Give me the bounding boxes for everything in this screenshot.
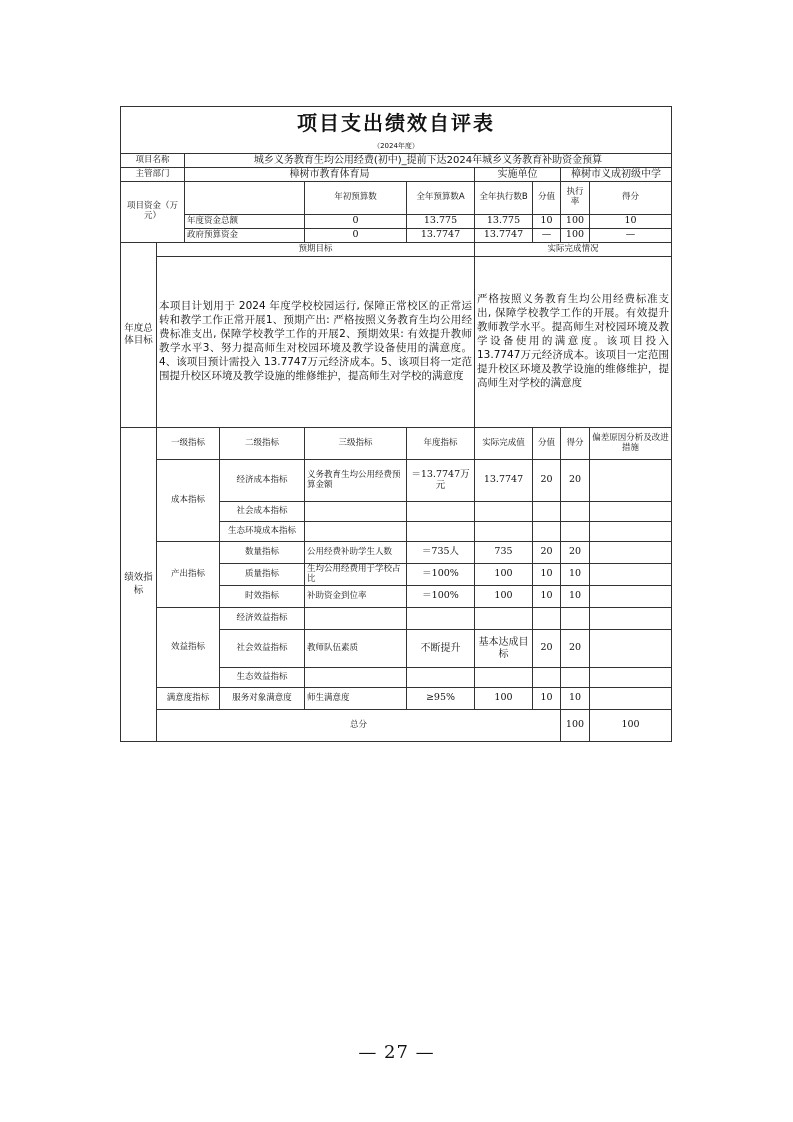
- page-title: 项目支出绩效自评表: [121, 107, 672, 140]
- project-name-value: 城乡义务教育生均公用经费(初中)_提前下达2024年城乡义务教育补助资金预算: [185, 154, 672, 168]
- deviation-cell: [590, 586, 672, 608]
- level2-cell: 数量指标: [220, 542, 305, 564]
- col-actual-value: 实际完成值: [475, 428, 533, 460]
- year-subtitle: （2024年度）: [121, 139, 672, 154]
- deviation-cell: [590, 630, 672, 668]
- target-cell: ＝100%: [407, 586, 475, 608]
- target-cell: ＝13.7747万元: [407, 460, 475, 502]
- total-score: 100: [590, 710, 672, 742]
- table-row: [121, 542, 672, 564]
- score-value-cell: 10: [533, 586, 561, 608]
- funds-score-value: 10: [533, 215, 561, 229]
- funds-col-annual-budget: 全年预算数A: [407, 182, 475, 215]
- page-number: — 27 —: [358, 1042, 435, 1063]
- unit-value: 樟树市义成初级中学: [561, 168, 672, 182]
- col-deviation: 偏差原因分析及改进措施: [590, 428, 672, 460]
- actual-completion-header: 实际完成情况: [475, 243, 672, 257]
- actual-cell: 735: [475, 542, 533, 564]
- annual-goals-label: 年度总体目标: [121, 243, 157, 428]
- score-cell: 20: [561, 542, 590, 564]
- funds-initial: 0: [305, 229, 407, 243]
- deviation-cell: [590, 542, 672, 564]
- dept-value: 樟树市教育体育局: [185, 168, 475, 182]
- col-level3: 三级指标: [305, 428, 407, 460]
- deviation-cell: [590, 460, 672, 502]
- total-row: [121, 710, 672, 742]
- funds-annual-exec: 13.775: [475, 215, 533, 229]
- col-annual-target: 年度指标: [407, 428, 475, 460]
- score-value-cell: 10: [533, 564, 561, 586]
- funds-score: 10: [590, 215, 672, 229]
- table-row: [121, 460, 672, 502]
- level2-cell: 社会成本指标: [220, 502, 305, 522]
- level2-cell: 时效指标: [220, 586, 305, 608]
- funds-row-total: [121, 215, 672, 229]
- score-cell: 10: [561, 564, 590, 586]
- dept-label: 主管部门: [121, 168, 185, 182]
- level2-cell: 经济成本指标: [220, 460, 305, 502]
- total-label: 总分: [157, 710, 561, 742]
- col-level2: 二级指标: [220, 428, 305, 460]
- score-value-cell: 20: [533, 542, 561, 564]
- funds-score: —: [590, 229, 672, 243]
- benefit-indicator-label: 效益指标: [157, 608, 220, 688]
- satisfaction-indicator-label: 满意度指标: [157, 688, 220, 710]
- funds-col-initial: 年初预算数: [305, 182, 407, 215]
- level2-cell: 生态环境成本指标: [220, 522, 305, 542]
- score-cell: 10: [561, 688, 590, 710]
- funds-annual-exec: 13.7747: [475, 229, 533, 243]
- level2-cell: 生态效益指标: [220, 668, 305, 688]
- performance-indicators-label: 绩效指标: [121, 428, 157, 742]
- level3-cell: 义务教育生均公用经费预算金额: [305, 460, 407, 502]
- cost-indicator-label: 成本指标: [157, 460, 220, 542]
- score-value-cell: 20: [533, 460, 561, 502]
- level2-cell: 社会效益指标: [220, 630, 305, 668]
- col-level1: 一级指标: [157, 428, 220, 460]
- expected-goal-header: 预期目标: [157, 243, 475, 257]
- funds-label: 项目资金（万元）: [121, 182, 185, 243]
- funds-row-label: 政府预算资金: [185, 229, 305, 243]
- level2-cell: 经济效益指标: [220, 608, 305, 630]
- project-name-label: 项目名称: [121, 154, 185, 168]
- funds-score-value: —: [533, 229, 561, 243]
- funds-exec-rate: 100: [561, 229, 590, 243]
- funds-annual-budget: 13.775: [407, 215, 475, 229]
- funds-row-label: 年度资金总额: [185, 215, 305, 229]
- expected-goal-text: 本项目计划用于 2024 年度学校校园运行, 保障正常校区的正常运转和教学工作正常开展1、预期产出: 严格按照义务教育生均公用经费标准支出, 保障学校教学工作的开展2、预期效果: 有效提升教师教学水平3、努力提高师生对校园环境及教学设备使用的满意度。4、该项目预计需投入 13.7747万元经济成本。5、该项目将一定范围提升校区环境及教学设施的维修维护，提高师生对学校的满意度: [157, 257, 475, 428]
- funds-col-exec-rate: 执行率: [561, 182, 590, 215]
- table-row: [121, 688, 672, 710]
- table-row: [121, 608, 672, 630]
- score-cell: 10: [561, 586, 590, 608]
- target-cell: ＝100%: [407, 564, 475, 586]
- deviation-cell: [590, 564, 672, 586]
- actual-cell: 100: [475, 586, 533, 608]
- funds-col-annual-exec: 全年执行数B: [475, 182, 533, 215]
- funds-row-government: [121, 229, 672, 243]
- target-cell: ＝735人: [407, 542, 475, 564]
- performance-self-evaluation-table: [120, 106, 672, 742]
- col-score-value: 分值: [533, 428, 561, 460]
- level2-cell: 服务对象满意度: [220, 688, 305, 710]
- level3-cell: 补助资金到位率: [305, 586, 407, 608]
- score-cell: 20: [561, 460, 590, 502]
- actual-cell: 13.7747: [475, 460, 533, 502]
- col-score: 得分: [561, 428, 590, 460]
- unit-label: 实施单位: [475, 168, 561, 182]
- funds-annual-budget: 13.7747: [407, 229, 475, 243]
- level3-cell: 教师队伍素质: [305, 630, 407, 668]
- actual-completion-text: 严格按照义务教育生均公用经费标准支出, 保障学校教学工作的开展。有效提升教师教学水平。提高师生对校园环境及教学设备使用的满意度。该项目投入 13.7747万元经济成本。该项目一定范围提升校区环境及教学设施的维修维护，提高师生对学校的满意度: [475, 257, 672, 428]
- actual-cell: 基本达成目标: [475, 630, 533, 668]
- score-cell: 20: [561, 630, 590, 668]
- deviation-cell: [590, 688, 672, 710]
- target-cell: ≥95%: [407, 688, 475, 710]
- target-cell: 不断提升: [407, 630, 475, 668]
- level3-cell: 公用经费补助学生人数: [305, 542, 407, 564]
- funds-col-score-value: 分值: [533, 182, 561, 215]
- total-score-value: 100: [561, 710, 590, 742]
- score-value-cell: 10: [533, 688, 561, 710]
- funds-exec-rate: 100: [561, 215, 590, 229]
- score-value-cell: 20: [533, 630, 561, 668]
- actual-cell: 100: [475, 564, 533, 586]
- level3-cell: 师生满意度: [305, 688, 407, 710]
- funds-initial: 0: [305, 215, 407, 229]
- level2-cell: 质量指标: [220, 564, 305, 586]
- output-indicator-label: 产出指标: [157, 542, 220, 608]
- actual-cell: 100: [475, 688, 533, 710]
- funds-col-score: 得分: [590, 182, 672, 215]
- level3-cell: 生均公用经费用于学校占比: [305, 564, 407, 586]
